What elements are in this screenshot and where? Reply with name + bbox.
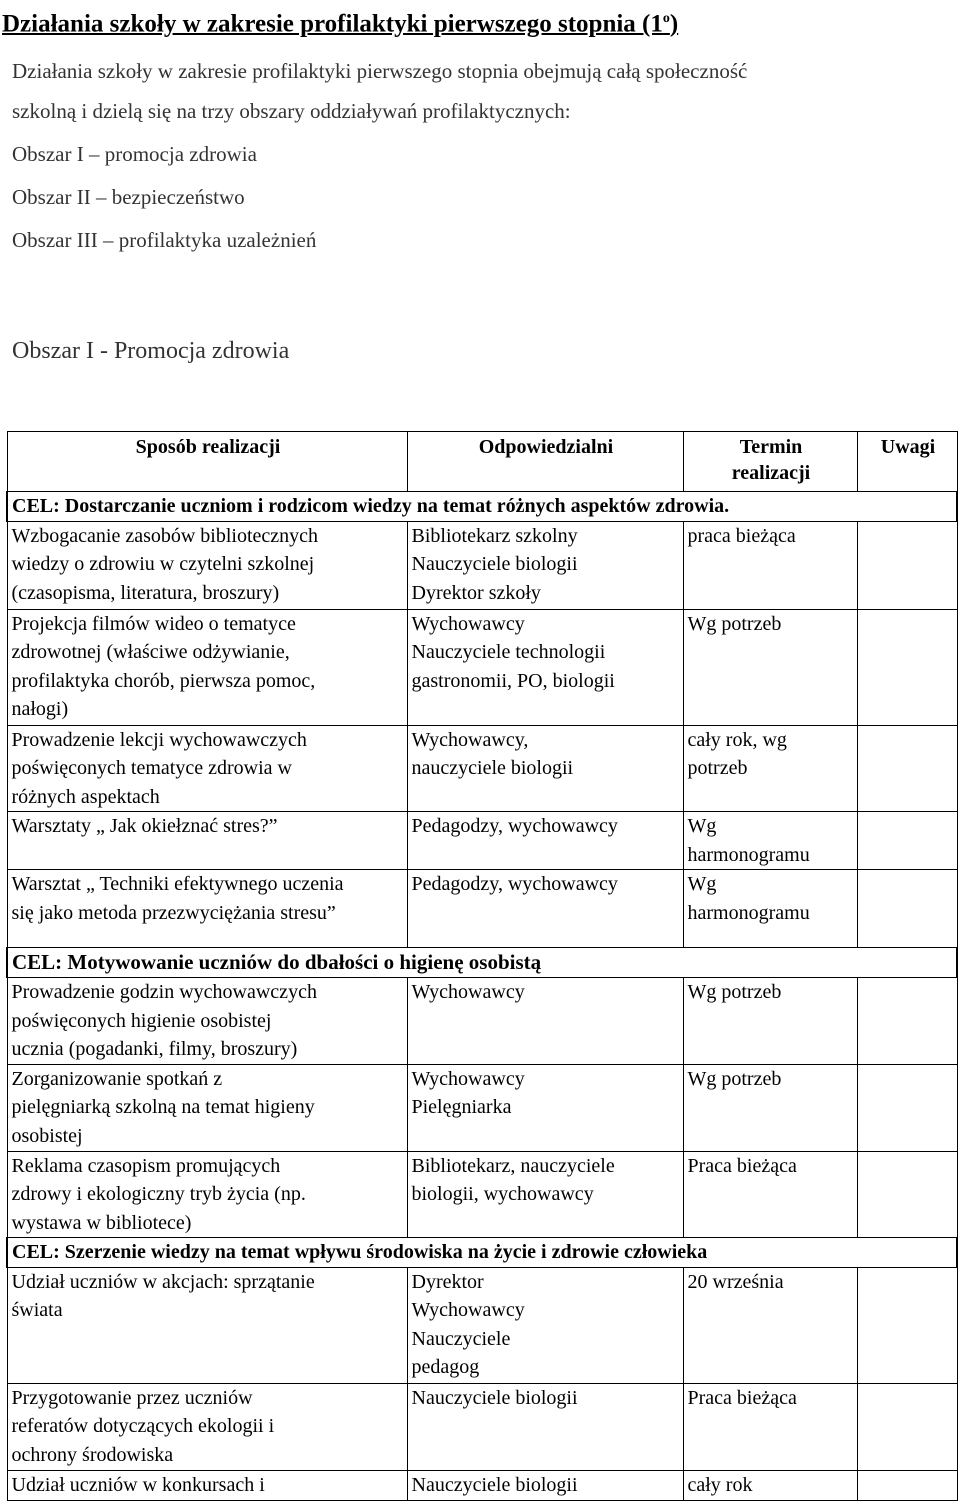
cell-notes (857, 725, 957, 812)
table-row (7, 521, 957, 609)
cell-method: Udział uczniów w konkursach i (7, 1470, 407, 1500)
goal-row (7, 1238, 957, 1268)
cell-responsible: Nauczyciele biologii (407, 1383, 683, 1470)
intro-line: szkolną i dzielą się na trzy obszary oddziaływań profilaktycznych: (12, 99, 571, 123)
section-heading: Obszar I - Promocja zdrowia (12, 338, 290, 364)
cell-term: Wg harmonogramu (683, 812, 857, 870)
cell-method: Prowadzenie godzin wychowawczych poświęconych higienie osobistej ucznia (pogadanki, filmy, broszury) (7, 978, 407, 1065)
header-notes: Uwagi (857, 432, 957, 492)
table-header-row (7, 432, 957, 492)
intro-line: Obszar II – bezpieczeństwo (12, 185, 245, 209)
cell-notes (857, 1064, 957, 1151)
cell-notes (857, 1267, 957, 1383)
intro-line: Działania szkoły w zakresie profilaktyki pierwszego stopnia obejmują całą społeczność (12, 59, 748, 83)
cell-responsible: Nauczyciele biologii (407, 1470, 683, 1500)
cell-notes (857, 870, 957, 948)
cell-notes (857, 812, 957, 870)
goal-text: CEL: Szerzenie wiedzy na temat wpływu środowiska na życie i zdrowie człowieka (7, 1238, 957, 1268)
cell-responsible: Bibliotekarz, nauczyciele biologii, wychowawcy (407, 1151, 683, 1238)
header-method: Sposób realizacji (7, 432, 407, 492)
cell-term: cały rok (683, 1470, 857, 1500)
title-end: ) (669, 10, 679, 38)
cell-notes (857, 521, 957, 609)
table-row (7, 725, 957, 812)
cell-method: Projekcja filmów wideo o tematyce zdrowotnej (właściwe odżywianie, profilaktyka chorób, pierwsza pomoc, nałogi) (7, 609, 407, 725)
cell-term: Praca bieżąca (683, 1383, 857, 1470)
table-row (7, 1267, 957, 1383)
table-row (7, 870, 957, 948)
cell-term: Wg potrzeb (683, 609, 857, 725)
table-row (7, 609, 957, 725)
table-row (7, 1383, 957, 1470)
cell-responsible: Wychowawcy (407, 978, 683, 1065)
cell-term: Praca bieżąca (683, 1151, 857, 1238)
goal-row (7, 948, 957, 978)
intro-line: Obszar III – profilaktyka uzależnień (12, 228, 317, 252)
goal-text: CEL: Dostarczanie uczniom i rodzicom wiedzy na temat różnych aspektów zdrowia. (7, 492, 957, 522)
cell-responsible: Pedagodzy, wychowawcy (407, 812, 683, 870)
title-text: Działania szkoły w zakresie profilaktyki pierwszego stopnia (1 (2, 10, 663, 38)
cell-responsible: Wychowawcy Pielęgniarka (407, 1064, 683, 1151)
cell-notes (857, 609, 957, 725)
cell-responsible: Pedagodzy, wychowawcy (407, 870, 683, 948)
cell-notes (857, 1151, 957, 1238)
cell-notes (857, 1383, 957, 1470)
document-title (2, 2, 952, 41)
cell-method: Zorganizowanie spotkań z pielęgniarką szkolną na temat higieny osobistej (7, 1064, 407, 1151)
cell-term: praca bieżąca (683, 521, 857, 609)
header-term: Termin realizacji (683, 432, 857, 492)
cell-responsible: Dyrektor Wychowawcy Nauczyciele pedagog (407, 1267, 683, 1383)
cell-responsible: Wychowawcy, nauczyciele biologii (407, 725, 683, 812)
cell-term: 20 września (683, 1267, 857, 1383)
goal-row (7, 492, 957, 522)
cell-term: Wg potrzeb (683, 978, 857, 1065)
goal-text: CEL: Motywowanie uczniów do dbałości o higienę osobistą (7, 948, 957, 978)
cell-method: Warsztaty „ Jak okiełznać stres?” (7, 812, 407, 870)
intro-line: Obszar I – promocja zdrowia (12, 142, 257, 166)
table-row (7, 812, 957, 870)
cell-responsible: Bibliotekarz szkolny Nauczyciele biologii Dyrektor szkoły (407, 521, 683, 609)
title-superscript: o (662, 11, 670, 26)
cell-notes (857, 978, 957, 1065)
cell-term: Wg potrzeb (683, 1064, 857, 1151)
header-responsible: Odpowiedzialni (407, 432, 683, 492)
table-row (7, 1151, 957, 1238)
cell-responsible: Wychowawcy Nauczyciele technologii gastronomii, PO, biologii (407, 609, 683, 725)
cell-term: cały rok, wg potrzeb (683, 725, 857, 812)
cell-method: Warsztat „ Techniki efektywnego uczenia się jako metoda przezwyciężania stresu” (7, 870, 407, 948)
table-row (7, 978, 957, 1065)
cell-method: Wzbogacanie zasobów bibliotecznych wiedzy o zdrowiu w czytelni szkolnej (czasopisma, literatura, broszury) (7, 521, 407, 609)
table-row (7, 1064, 957, 1151)
cell-method: Udział uczniów w akcjach: sprzątanie świata (7, 1267, 407, 1383)
activities-table (6, 431, 958, 1501)
cell-method: Reklama czasopism promujących zdrowy i ekologiczny tryb życia (np. wystawa w bibliotece) (7, 1151, 407, 1238)
cell-term: Wg harmonogramu (683, 870, 857, 948)
cell-method: Przygotowanie przez uczniów referatów dotyczących ekologii i ochrony środowiska (7, 1383, 407, 1470)
cell-method: Prowadzenie lekcji wychowawczych poświęconych tematyce zdrowia w różnych aspektach (7, 725, 407, 812)
